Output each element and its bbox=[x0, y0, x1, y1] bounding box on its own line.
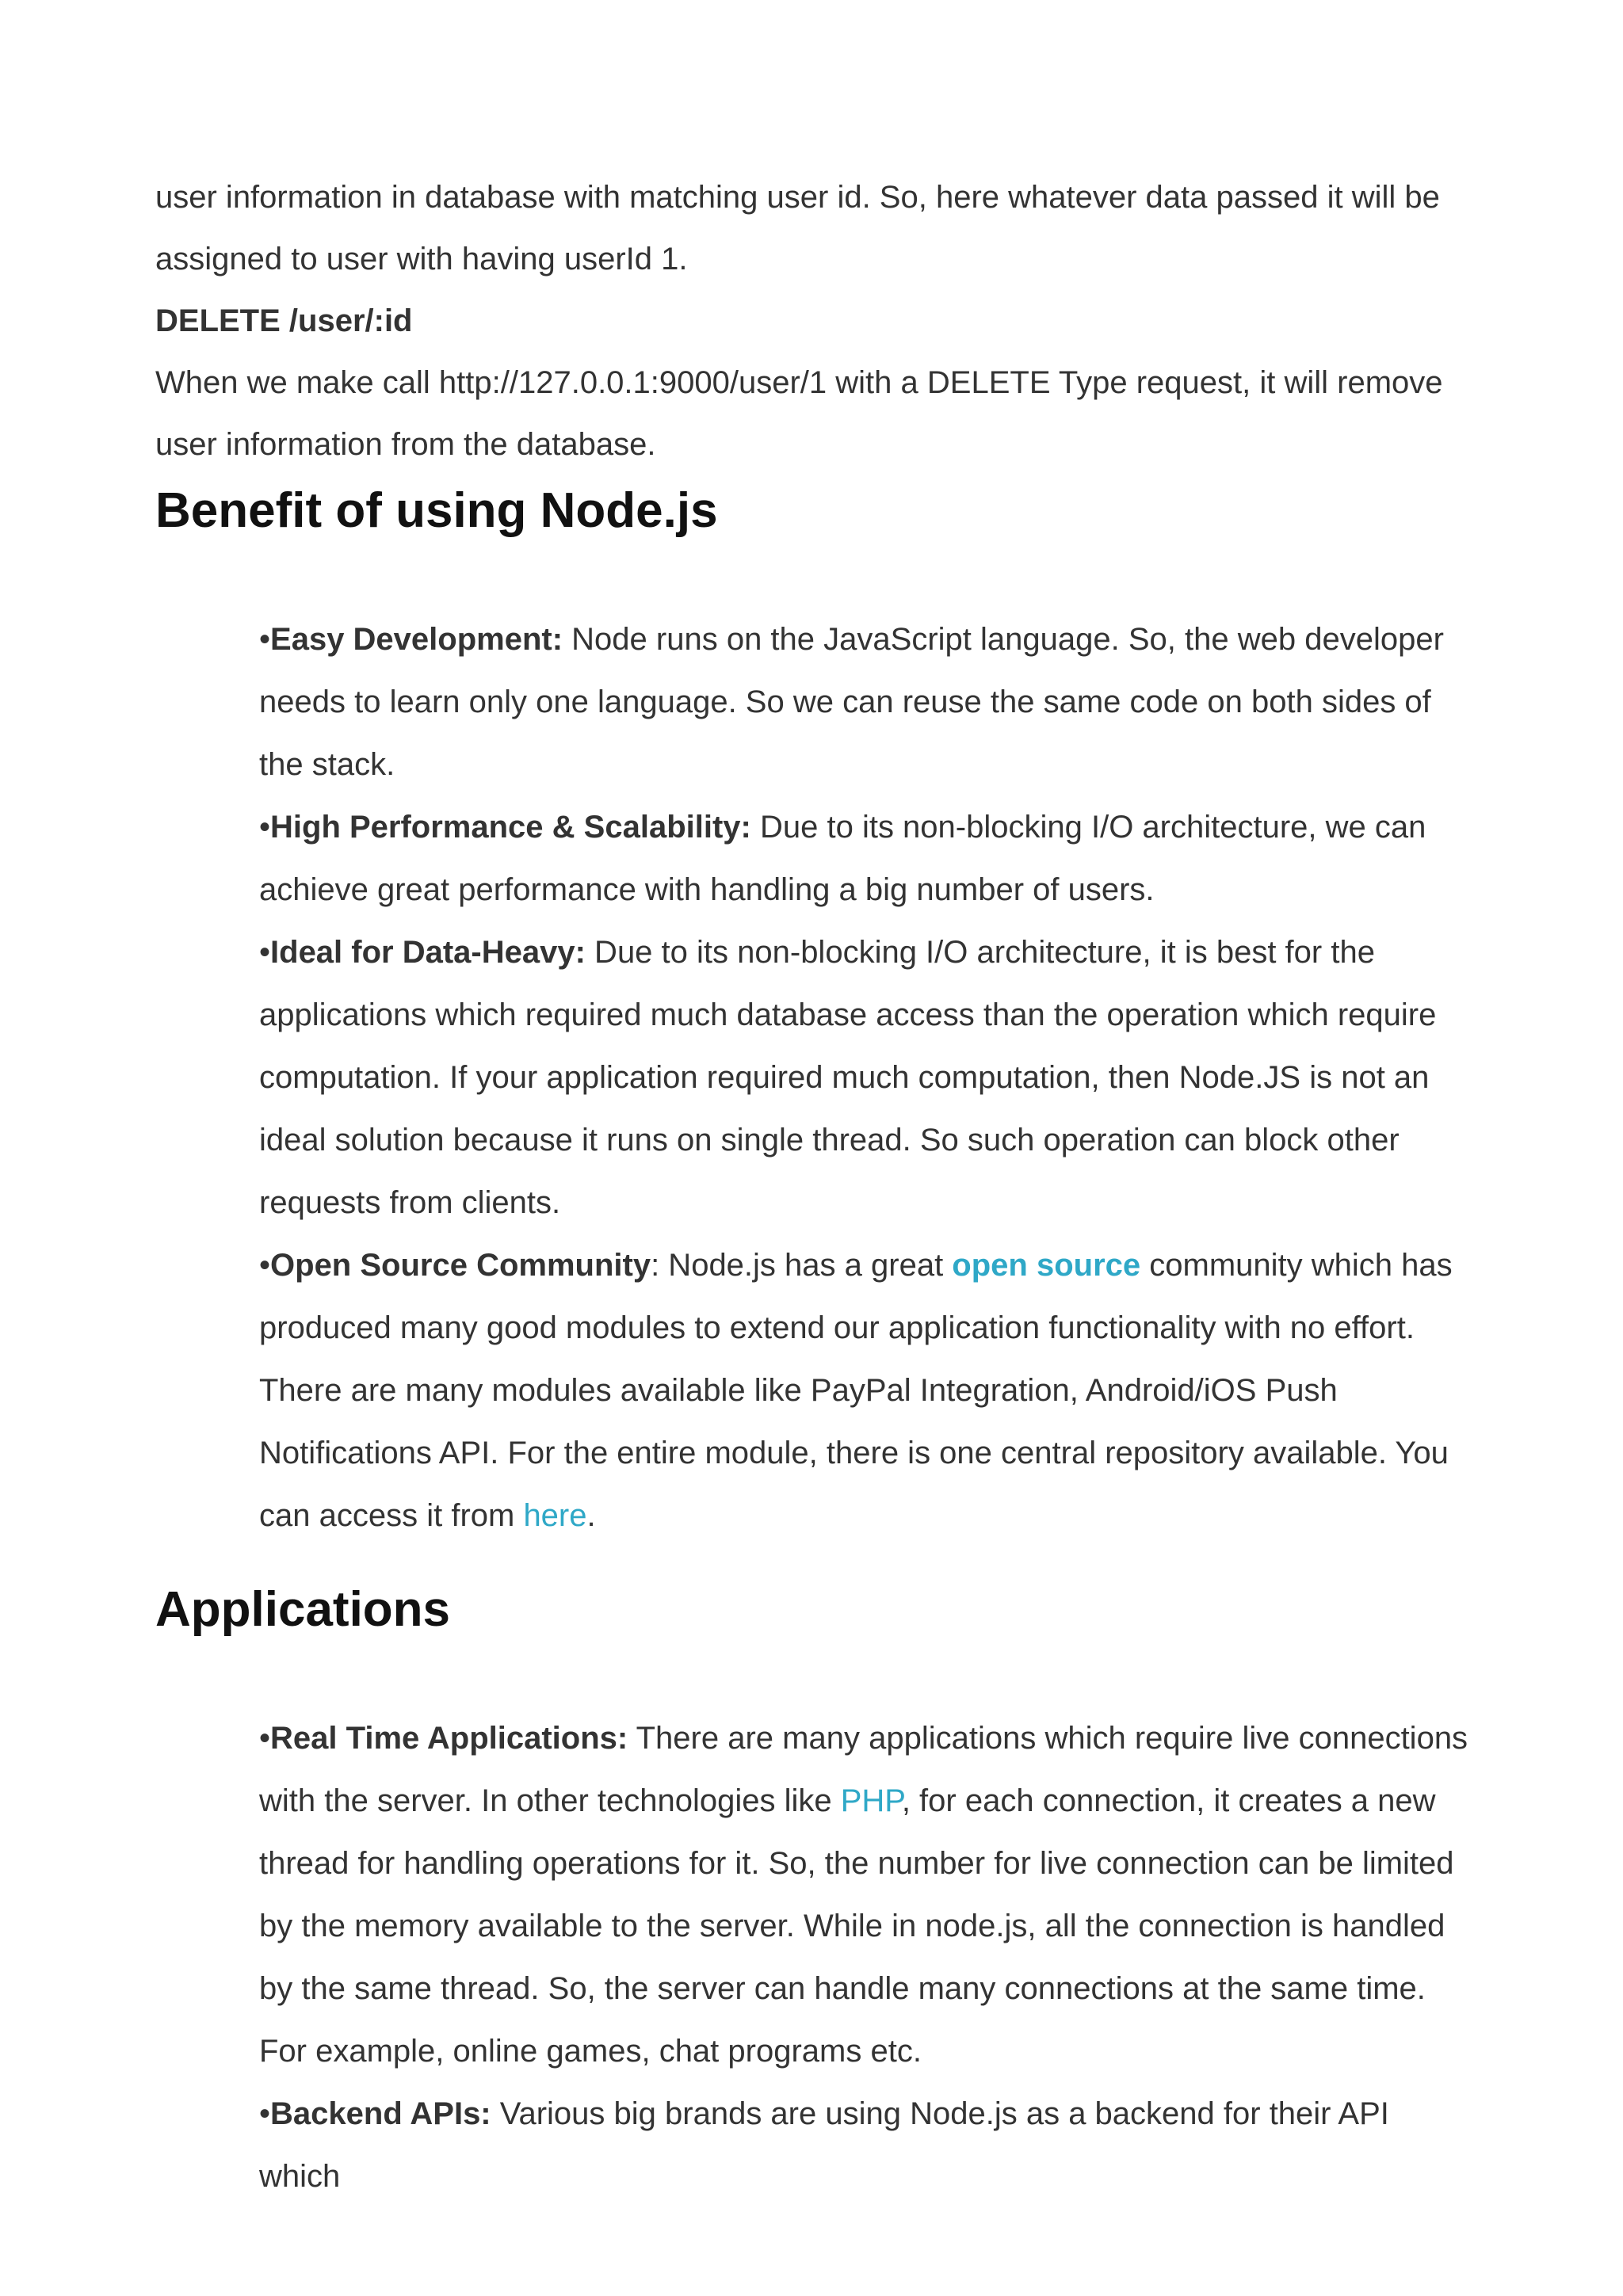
list-item bbox=[259, 921, 1472, 1234]
list-item bbox=[259, 608, 1472, 796]
bullet: • bbox=[259, 2096, 271, 2131]
benefits-heading: Benefit of using Node.js bbox=[155, 483, 718, 538]
bullet: • bbox=[259, 1248, 271, 1283]
bullet: • bbox=[259, 1721, 271, 1756]
delete-route-label: DELETE /user/:id bbox=[155, 303, 413, 338]
item-title: Easy Development: bbox=[270, 622, 563, 657]
intro-paragraph: user information in database with matching user id. So, here whatever data passed it will be assigned to user with having userId 1. bbox=[155, 180, 1440, 277]
item-text: Node runs on the JavaScript language. So, the web developer needs to learn only one language. So we can reuse the same code on both sides of the stack. bbox=[259, 622, 1444, 782]
benefits-list bbox=[155, 608, 1472, 1547]
bullet: • bbox=[259, 810, 271, 845]
item-title: Open Source Community bbox=[270, 1248, 651, 1283]
list-item bbox=[259, 1234, 1472, 1547]
item-text: There are many applications which require live connections with the server. In other technologies like bbox=[259, 1721, 1468, 1818]
bullet: • bbox=[259, 622, 271, 657]
item-text-end: . bbox=[586, 1498, 596, 1533]
here-link[interactable]: here bbox=[523, 1498, 587, 1533]
item-title: Backend APIs: bbox=[270, 2096, 491, 2131]
item-text: Due to its non-blocking I/O architecture, it is best for the applications which required much database access than the operation which require computation. If your application required much computation, then Node.JS is not an ideal solution because it runs on single thread. So such operation can block other requests from clients. bbox=[259, 935, 1437, 1220]
list-item bbox=[259, 796, 1472, 921]
item-text: Various big brands are using Node.js as a backend for their API which bbox=[259, 2096, 1389, 2194]
item-text: : Node.js has a great bbox=[651, 1248, 953, 1283]
item-text: , for each connection, it creates a new thread for handling operations for it. So, the number for live connection can be limited by the memory available to the server. While in node.js, all the connection is handled by the same thread. So, the server can handle many connections at the same time. For example, online games, chat programs etc. bbox=[259, 1783, 1454, 2069]
item-title: Ideal for Data-Heavy: bbox=[270, 935, 586, 970]
item-title: Real Time Applications: bbox=[270, 1721, 628, 1756]
item-text: community which has produced many good modules to extend our application functionality with no effort. There are many modules available like PayPal Integration, Android/iOS Push Notifications API. For the entire module, there is one central repository available. You can access it from bbox=[259, 1248, 1453, 1533]
item-title: High Performance & Scalability: bbox=[270, 810, 751, 845]
php-link[interactable]: PHP bbox=[840, 1783, 902, 1818]
list-item bbox=[259, 2083, 1472, 2208]
delete-description: When we make call http://127.0.0.1:9000/user/1 with a DELETE Type request, it will remove user information from the database. bbox=[155, 365, 1443, 462]
item-text: Due to its non-blocking I/O architecture, we can achieve great performance with handling a big number of users. bbox=[259, 810, 1426, 907]
open-source-link[interactable]: open source bbox=[952, 1248, 1141, 1283]
applications-heading: Applications bbox=[155, 1582, 451, 1637]
applications-list bbox=[155, 1707, 1472, 2208]
bullet: • bbox=[259, 935, 271, 970]
list-item bbox=[259, 1707, 1472, 2083]
